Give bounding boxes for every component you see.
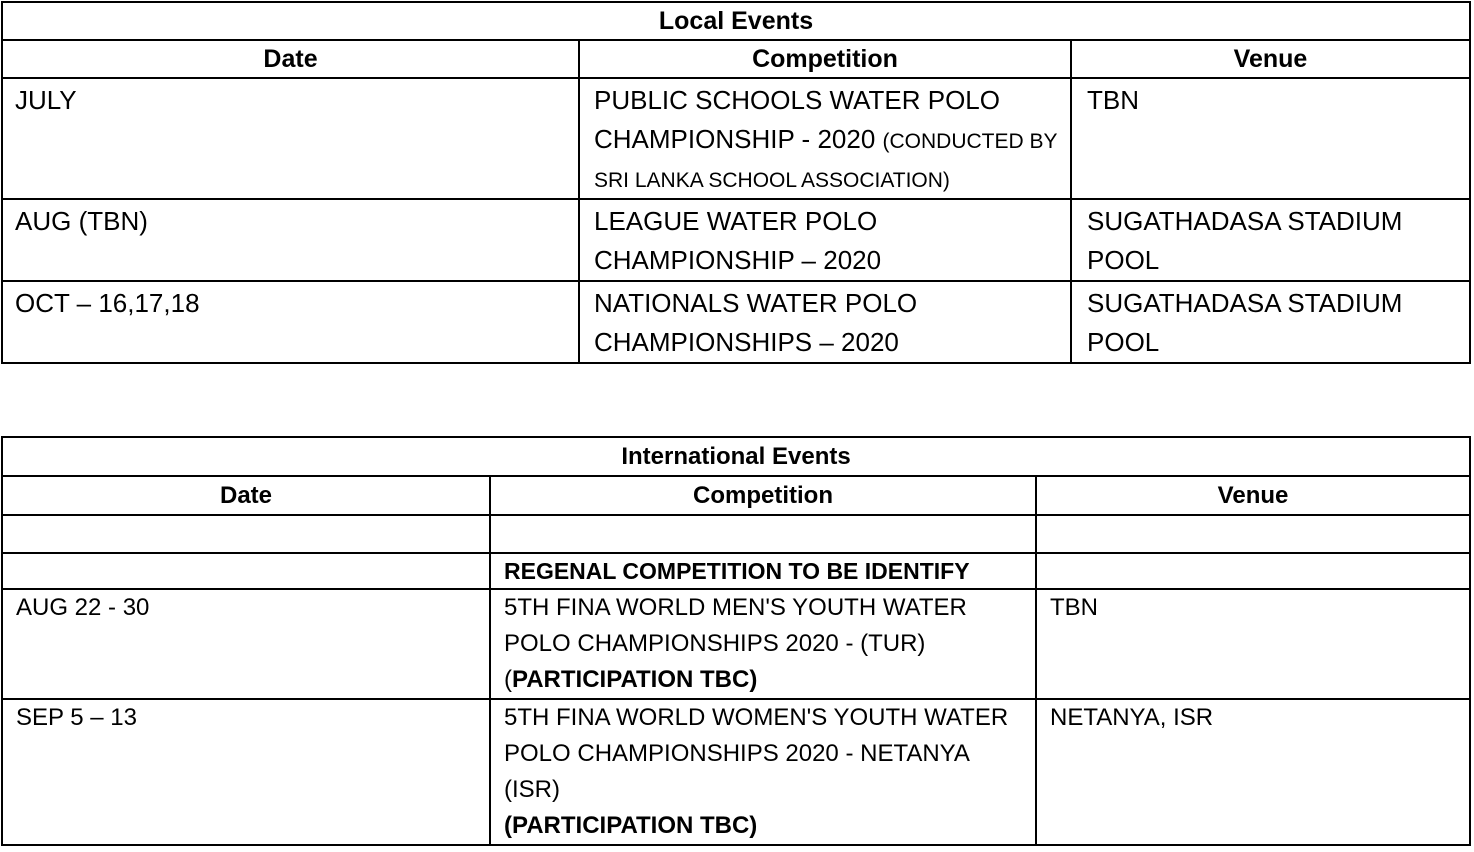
local-title-row	[2, 2, 1470, 40]
local-row-3-competition: NATIONALS WATER POLO CHAMPIONSHIPS – 2020	[579, 281, 1071, 363]
intl-row-2-date	[2, 553, 490, 589]
local-header-competition: Competition	[579, 40, 1071, 78]
intl-row-4-venue: NETANYA, ISR	[1036, 699, 1470, 845]
intl-row-4-participation: (PARTICIPATION TBC)	[504, 812, 758, 839]
local-row-1-competition-note: (CONDUCTED BY SRI LANKA SCHOOL ASSOCIATION)	[594, 130, 1058, 192]
local-row-3-date: OCT – 16,17,18	[2, 281, 579, 363]
table-row	[2, 281, 1470, 363]
local-row-1-competition: PUBLIC SCHOOLS WATER POLO CHAMPIONSHIP - 2020	[594, 85, 1000, 154]
table-row	[2, 699, 1470, 845]
intl-row-3-competition: 5TH FINA WORLD MEN'S YOUTH WATER POLO CHAMPIONSHIPS 2020 - (TUR)	[504, 594, 967, 657]
local-header-date: Date	[2, 40, 579, 78]
local-row-1-date: JULY	[2, 78, 579, 199]
local-header-venue: Venue	[1071, 40, 1470, 78]
intl-row-3-participation: PARTICIPATION TBC)	[512, 666, 758, 693]
table-row	[2, 515, 1470, 553]
table-row	[2, 589, 1470, 699]
intl-header-date: Date	[2, 476, 490, 515]
intl-row-2-competition: REGENAL COMPETITION TO BE IDENTIFY	[490, 553, 1036, 589]
table-row	[2, 553, 1470, 589]
table-row	[2, 78, 1470, 199]
intl-row-1-competition	[490, 515, 1036, 553]
table-row	[2, 199, 1470, 281]
intl-row-4-competition-cell	[490, 699, 1036, 845]
intl-row-4-competition: 5TH FINA WORLD WOMEN'S YOUTH WATER POLO CHAMPIONSHIPS 2020 - NETANYA (ISR)	[504, 704, 1009, 803]
local-events-table	[1, 1, 1471, 364]
intl-header-competition: Competition	[490, 476, 1036, 515]
local-row-3-venue: SUGATHADASA STADIUM POOL	[1071, 281, 1470, 363]
local-row-2-venue: SUGATHADASA STADIUM POOL	[1071, 199, 1470, 281]
intl-row-3-participation-line	[504, 662, 1023, 698]
intl-header-row	[2, 476, 1470, 515]
intl-row-2-venue	[1036, 553, 1470, 589]
intl-title-row	[2, 437, 1470, 476]
intl-row-3-date: AUG 22 - 30	[2, 589, 490, 699]
intl-row-1-venue	[1036, 515, 1470, 553]
international-events-table	[1, 436, 1471, 846]
local-row-1-venue: TBN	[1071, 78, 1470, 199]
intl-row-3-competition-cell	[490, 589, 1036, 699]
local-events-title: Local Events	[2, 2, 1470, 40]
intl-row-1-date	[2, 515, 490, 553]
local-row-2-date: AUG (TBN)	[2, 199, 579, 281]
intl-row-3-participation-open: (	[504, 666, 512, 693]
intl-row-3-venue: TBN	[1036, 589, 1470, 699]
intl-header-venue: Venue	[1036, 476, 1470, 515]
local-row-2-competition: LEAGUE WATER POLO CHAMPIONSHIP – 2020	[579, 199, 1071, 281]
local-row-1-competition-cell	[579, 78, 1071, 199]
intl-row-4-date: SEP 5 – 13	[2, 699, 490, 845]
international-events-title: International Events	[2, 437, 1470, 476]
local-header-row	[2, 40, 1470, 78]
